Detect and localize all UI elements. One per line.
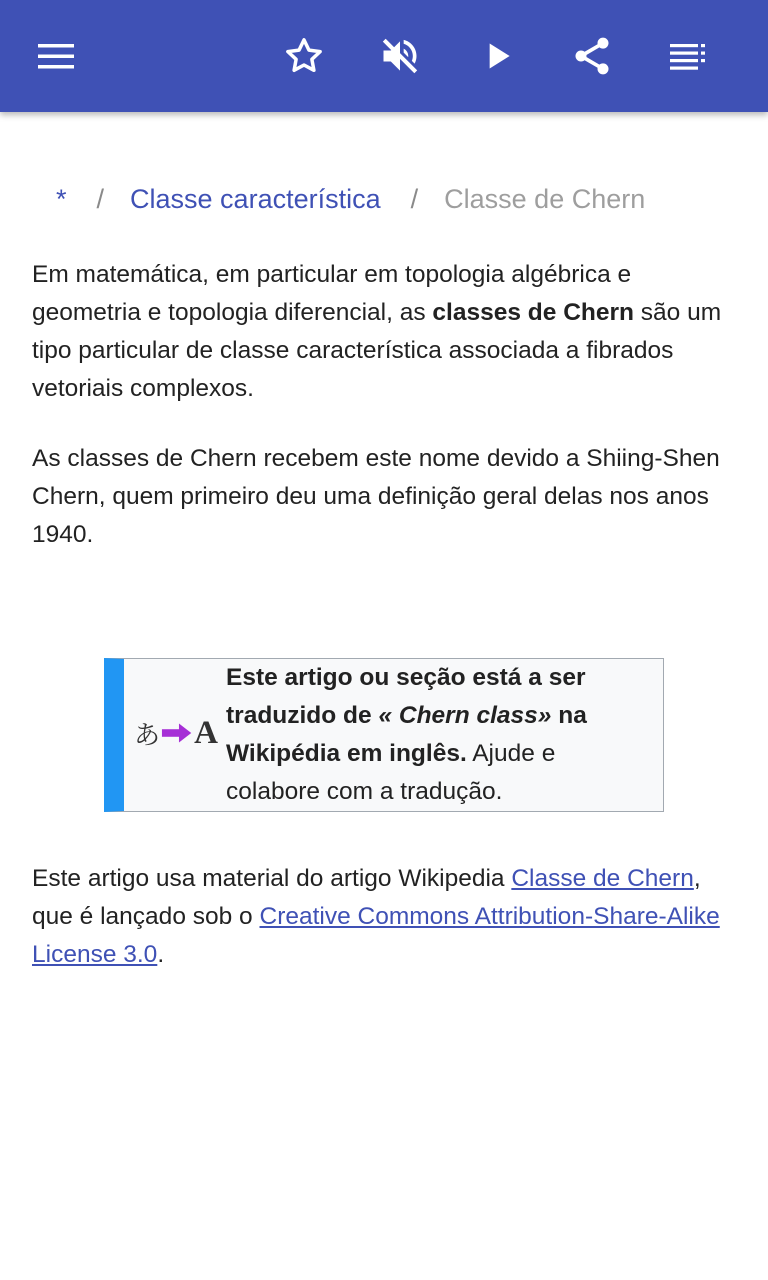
favorite-button[interactable]: [280, 32, 328, 80]
share-button[interactable]: [568, 32, 616, 80]
mute-button[interactable]: [376, 32, 424, 80]
license-link[interactable]: Creative Commons Attribution-Share-Alike License 3.0: [32, 903, 720, 968]
notice-text: Este artigo ou seção está a ser traduzido de « Chern class» na Wikipédia em inglês. Ajude e colabore com a tradução.: [226, 664, 587, 805]
list-icon: [668, 41, 708, 71]
term-bold: classes de Chern: [432, 299, 634, 326]
play-button[interactable]: [474, 32, 522, 80]
source-language-glyph: あ: [134, 720, 161, 751]
target-language-glyph: A: [194, 714, 218, 751]
notice-source-title: « Chern class»: [378, 702, 552, 729]
share-icon: [570, 34, 614, 78]
star-icon: [282, 34, 326, 78]
breadcrumb-separator: /: [96, 183, 105, 214]
breadcrumb-home[interactable]: *: [56, 183, 67, 214]
intro-paragraph: Em matemática, em particular em topologia algébrica e geometria e topologia diferencial, as classes de Chern são um tipo particular de classe característica associada a fibrados vetoriais complexos.: [32, 261, 722, 402]
history-paragraph: As classes de Chern recebem este nome devido a Shiing-Shen Chern, quem primeiro deu uma definição geral delas nos anos 1940.: [32, 445, 720, 548]
breadcrumb-separator: /: [410, 183, 419, 214]
menu-button[interactable]: [32, 32, 80, 80]
translation-icon: [134, 713, 218, 753]
breadcrumb-parent[interactable]: Classe característica: [130, 183, 381, 214]
menu-icon: [36, 41, 76, 71]
contents-button[interactable]: [664, 32, 712, 80]
play-icon: [478, 36, 518, 76]
app-bar: [0, 0, 768, 112]
breadcrumb-current: Classe de Chern: [444, 183, 646, 214]
breadcrumb: [56, 180, 645, 218]
volume-mute-icon: [378, 34, 422, 78]
source-article-link[interactable]: Classe de Chern: [511, 865, 694, 892]
translation-notice: [104, 658, 664, 812]
arrow-right-icon: [161, 721, 193, 745]
attribution-paragraph: Este artigo usa material do artigo Wikipedia Classe de Chern, que é lançado sob o Creative Commons Attribution-Share-Alike License 3.0.: [32, 865, 720, 968]
